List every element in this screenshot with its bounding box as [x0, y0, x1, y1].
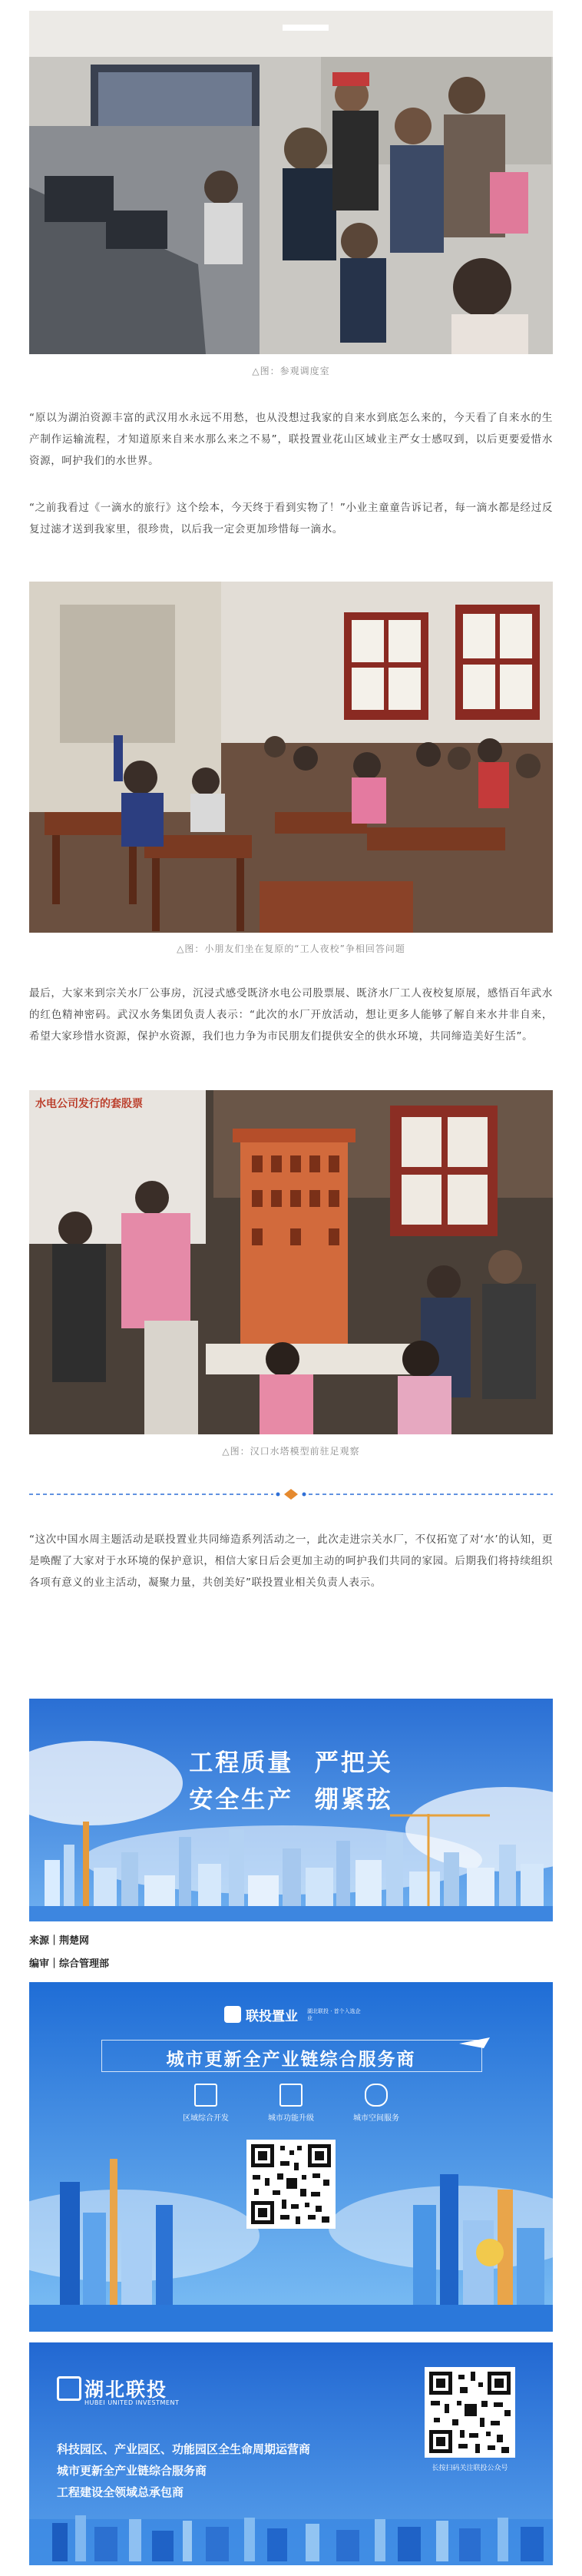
banner1-line1: 工程质量 严把关: [189, 1749, 393, 1777]
building-icon: [279, 2084, 303, 2107]
company-logo-subtext: 湖北联投 · 首个入选企业: [307, 2008, 361, 2021]
caption-night-school: △图：小朋友们坐在复原的“工人夜校”争相回答问题: [177, 943, 405, 954]
hubei-line-1: 科技园区、产业园区、功能园区全生命周期运营商: [57, 2442, 311, 2456]
photo-water-tower-image: [29, 1090, 553, 1434]
service-item-label: 城市功能升级: [268, 2114, 314, 2123]
hubei-qr-code[interactable]: [425, 2367, 515, 2458]
hubei-brand-name: 湖北联投: [84, 2379, 168, 2401]
quality-safety-banner: [29, 1699, 553, 1921]
photo-control-room: [29, 11, 553, 354]
hubei-united-banner: [29, 2342, 553, 2565]
hubei-line-3: 工程建设全领域总承包商: [57, 2485, 184, 2499]
paragraph-4: “这次中国水周主题活动是联投置业共同缔造系列活动之一，此次走进宗关水厂，不仅拓宽了对‘水’的认知，更是唤醒了大家对于水环境的保护意识，相信大家日后会更加主动的呵护我们共同的家园。后期我们将持续组织各项有意义的业主活动，凝聚力量，共创美好”联投置业相关负责人表示。: [29, 1533, 553, 1589]
pillar-icon: [194, 2084, 217, 2107]
hubei-brand-en: HUBEI UNITED INVESTMENT: [84, 2399, 180, 2406]
banner1-line2: 安全生产 绷紧弦: [189, 1786, 393, 1814]
service-item-label: 区域综合开发: [183, 2114, 229, 2123]
hubei-line-2: 城市更新全产业链综合服务商: [57, 2464, 207, 2478]
caption-water-tower: △图：汉口水塔模型前驻足观察: [222, 1446, 360, 1457]
lotus-icon: [365, 2084, 388, 2107]
qr-code-icon: [246, 2140, 336, 2229]
hubei-qr-caption: 长按扫码关注联投公众号: [432, 2465, 508, 2472]
qr-code[interactable]: [246, 2140, 336, 2229]
company-logo-text: 联投置业: [246, 2009, 298, 2024]
paragraph-1: “原以为湖泊资源丰富的武汉用水永远不用愁，也从没想过我家的自来水到底怎么来的，今天看了自来水的生产制作运输流程，才知道原来自来水那么来之不易”，联投置业花山区域业主严女士感叹到，以后更要爱惜水资源，呵护我们的水世界。: [29, 412, 553, 467]
service-item-2: [253, 2084, 329, 2123]
company-logo-mark-icon: [224, 2006, 241, 2023]
section-divider: [29, 1487, 553, 1502]
hubei-qr-code-icon: [425, 2367, 515, 2458]
photo-night-school-image: [29, 582, 553, 933]
company-logo: [224, 2004, 362, 2027]
service-item-label: 城市空间服务: [353, 2114, 399, 2123]
photo-water-tower-model: [29, 1090, 553, 1434]
photo-night-school: [29, 582, 553, 933]
service-slogan: 城市更新全产业链综合服务商: [166, 2050, 416, 2070]
photo-control-room-image: [29, 11, 553, 354]
caption-control-room: △图：参观调度室: [252, 366, 330, 376]
hubei-logo-mark-icon: [57, 2376, 81, 2401]
service-item-1: [167, 2084, 244, 2123]
divider-line: [29, 1487, 553, 1502]
paragraph-2: “之前我看过《一滴水的旅行》这个绘本，今天终于看到实物了！”小业主童童告诉记者，每一滴水都是经过反复过滤才送到我家里，很珍贵，以后我一定会更加珍惜每一滴水。: [29, 502, 553, 535]
service-item-3: [338, 2084, 415, 2123]
photo-sign-text: 水电公司发行的套股票: [35, 1098, 143, 1110]
paragraph-3: 最后，大家来到宗关水厂公事房，沉浸式感受既济水电公司股票展、既济水厂工人夜校复原展，感悟百年武水的红色精神密码。武汉水务集团负责人表示：“此次的水厂开放活动，想让更多人能够了解自来水井非自来，希望大家珍惜水资源，保护水资源，我们也力争为市民朋友们提供安全的供水环境，共同缔造美好生活”。: [29, 987, 553, 1043]
source-credit: 来源｜荆楚网: [29, 1935, 90, 1947]
editor-credit: 编审｜综合管理部: [29, 1958, 110, 1970]
company-service-banner: [29, 1982, 553, 2332]
